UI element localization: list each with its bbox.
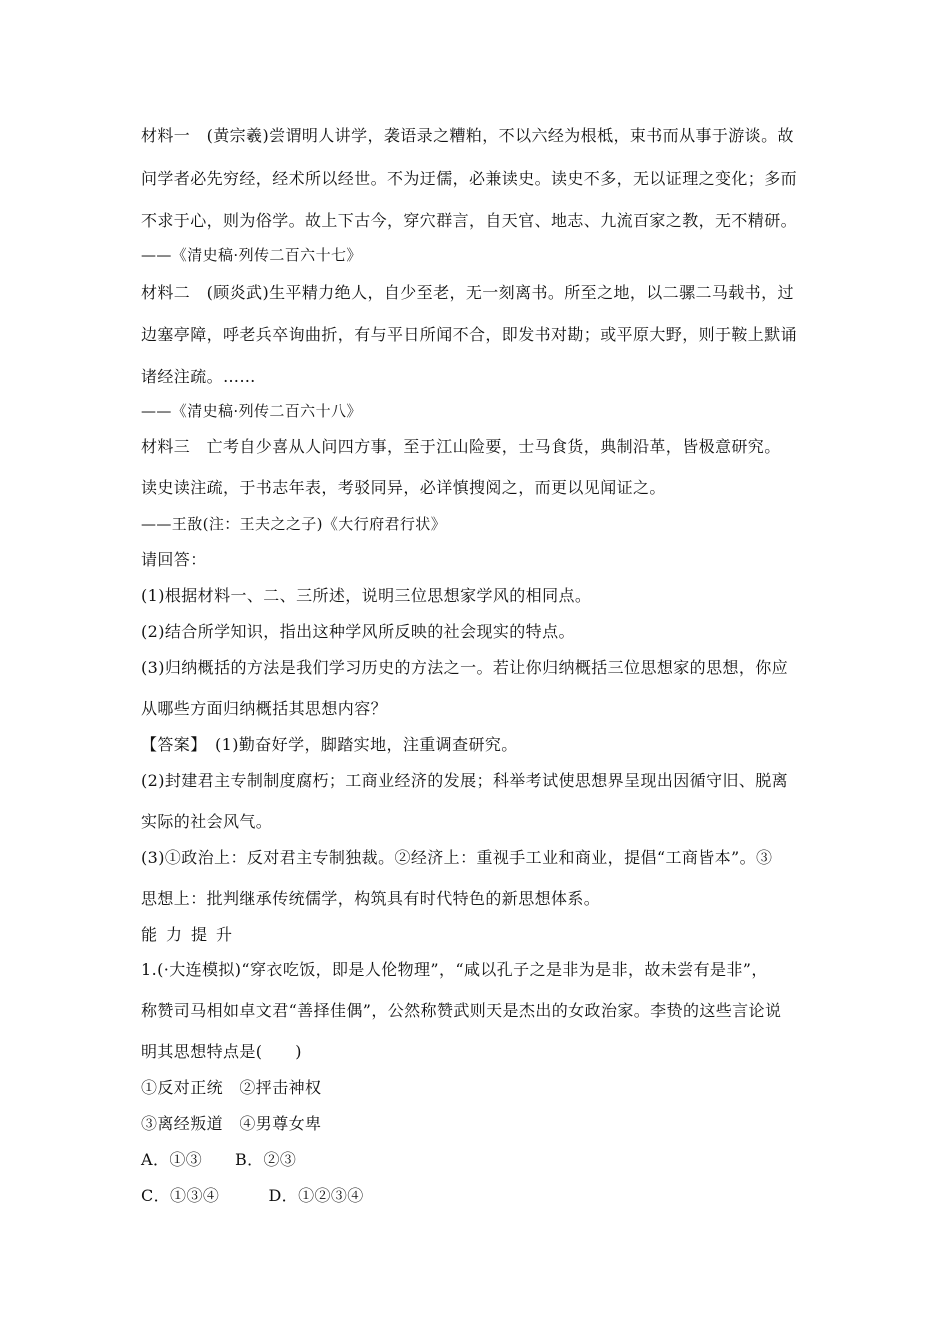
mcq-1-statements-2: ③离经叛道 ④男尊女卑 [141,1114,322,1133]
material-2-source: ——《清史稿·列传二百六十八》 [141,402,362,420]
question-3-line-2: 从哪些方面归纳概括其思想内容？ [141,699,388,718]
mcq-1-options-ab: A．①③ B．②③ [141,1150,297,1169]
material-2-line-1: 材料二 (顾炎武)生平精力绝人，自少至老，无一刻离书。所至之地，以二骡二马载书，过 [141,283,794,302]
mcq-1-line-1: 1.(·大连模拟)“穿衣吃饭，即是人伦物理”，“咸以孔子之是非为是非，故未尝有是非”， [141,960,768,979]
material-3-line-1: 材料三 亡考自少喜从人问四方事，至于江山险要，士马食货，典制沿革，皆极意研究。 [141,437,781,456]
question-2: (2)结合所学知识，指出这种学风所反映的社会现实的特点。 [141,622,575,641]
material-1-line-2: 问学者必先穷经，经术所以经世。不为迂儒，必兼读史。读史不多，无以证理之变化；多而 [141,169,798,188]
answer-2-line-1: (2)封建君主专制制度腐朽；工商业经济的发展；科举考试使思想界呈现出因循守旧、脱离 [141,771,789,790]
mcq-1-options-cd: C．①③④ D．①②③④ [141,1186,364,1205]
material-1-line-1: 材料一 (黄宗羲)尝谓明人讲学，袭语录之糟粕，不以六经为根柢，束书而从事于游谈。故 [141,126,794,145]
material-1-source: ——《清史稿·列传二百六十七》 [141,246,362,264]
answer-2-line-2: 实际的社会风气。 [141,812,273,831]
answer-3-line-2: 思想上：批判继承传统儒学，构筑具有时代特色的新思想体系。 [141,889,601,908]
question-1: (1)根据材料一、二、三所述，说明三位思想家学风的相同点。 [141,586,592,605]
mcq-1-statements-1: ①反对正统 ②抨击神权 [141,1078,322,1097]
question-prompt: 请回答： [141,550,207,569]
material-3-source: ——王敔(注：王夫之之子)《大行府君行状》 [141,515,447,533]
material-3-line-2: 读史读注疏，于书志年表，考驳同异，必详慎搜阅之，而更以见闻证之。 [141,478,666,497]
mcq-1-line-2: 称赞司马相如卓文君“善择佳偶”，公然称赞武则天是杰出的女政治家。李贽的这些言论说 [141,1001,782,1020]
answer-3-line-1: (3)①政治上：反对君主专制独裁。②经济上：重视手工业和商业，提倡“工商皆本”。③ [141,848,773,867]
material-1-line-3: 不求于心，则为俗学。故上下古今，穿穴群言，自天官、地志、九流百家之教，无不精研。 [141,211,798,230]
answer-1: 【答案】 (1)勤奋好学，脚踏实地，注重调查研究。 [141,735,518,754]
mcq-1-line-3: 明其思想特点是( ) [141,1042,302,1061]
material-2-line-3: 诸经注疏。…… [141,367,256,386]
material-2-line-2: 边塞亭障，呼老兵卒询曲折，有与平日所闻不合，即发书对勘；或平原大野，则于鞍上默诵 [141,325,798,344]
section-heading: 能力提升 [141,925,242,944]
question-3-line-1: (3)归纳概括的方法是我们学习历史的方法之一。若让你归纳概括三位思想家的思想，你应 [141,658,789,677]
